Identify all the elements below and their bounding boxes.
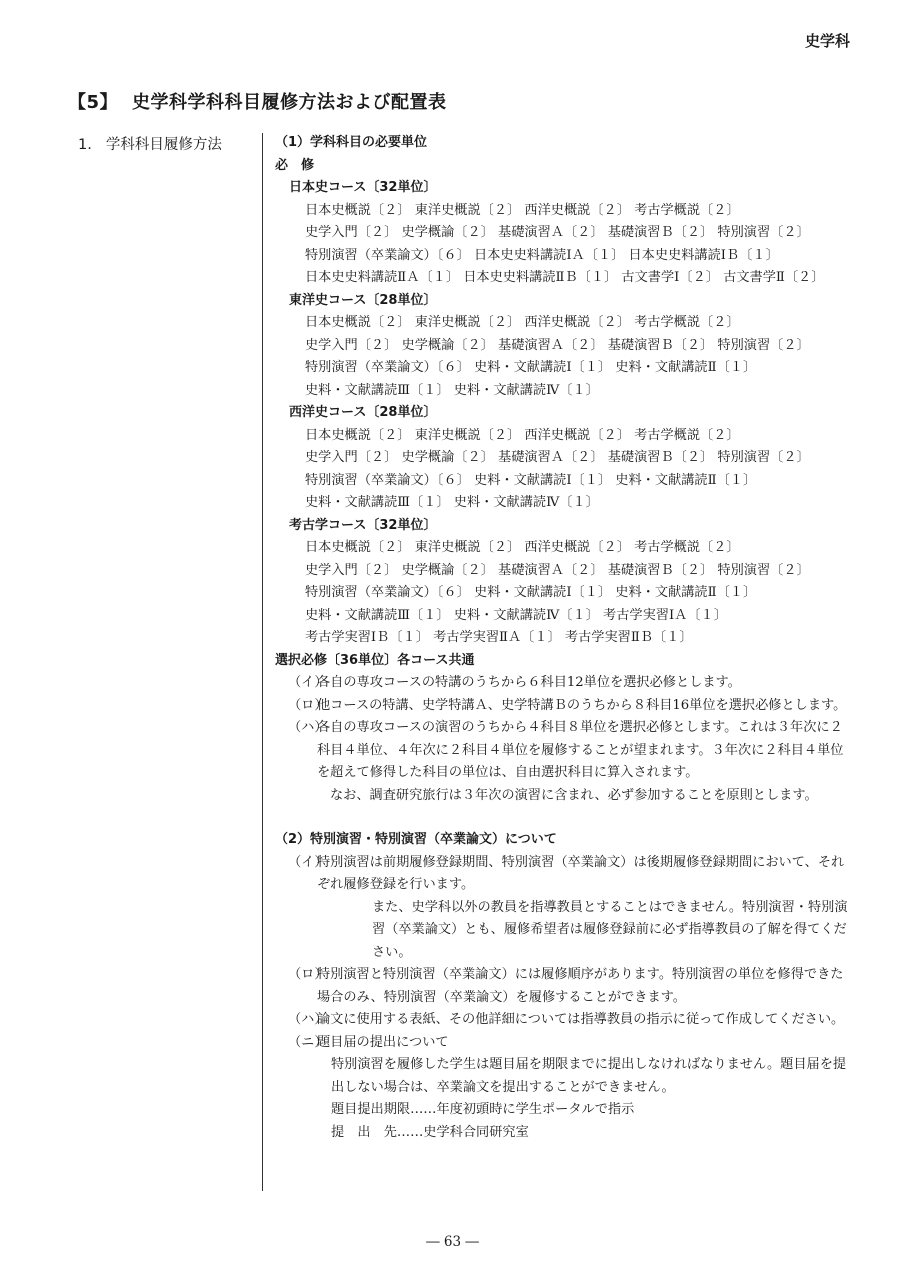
item-main-text: 題目届の提出について: [317, 1034, 449, 1050]
section-label: [78, 133, 222, 154]
section1-heading: （1）学科科目の必要単位: [275, 135, 428, 150]
course-line: 史料・文献講読Ⅲ〔１〕 史料・文献講読Ⅳ〔１〕 考古学実習ⅠＡ〔１〕: [305, 607, 727, 623]
course-line: 史学入門〔２〕 史学概論〔２〕 基礎演習Ａ〔２〕 基礎演習Ｂ〔２〕 特別演習〔２〕: [305, 225, 810, 240]
course-line: 日本史概説〔２〕 東洋史概説〔２〕 西洋史概説〔２〕 考古学概説〔２〕: [305, 315, 740, 330]
course-line: 史学入門〔２〕 史学概論〔２〕 基礎演習Ａ〔２〕 基礎演習Ｂ〔２〕 特別演習〔２〕: [305, 562, 810, 578]
course-line: 特別演習（卒業論文）〔６〕 史料・文献講読Ⅰ〔１〕 史料・文献講読Ⅱ〔１〕: [305, 472, 757, 488]
item-text: 特別演習と特別演習（卒業論文）には履修順序があります。特別演習の単位を修得できた場合のみ、特別演習（卒業論文）を履修することができます。: [317, 967, 844, 1005]
item-mark: （ロ）: [288, 697, 328, 713]
course-block: [275, 402, 855, 515]
item-text: 他コースの特講、史学特講Ａ、史学特講Ｂのうちから８科目16単位を選択必修とします。: [317, 697, 847, 713]
item-text: [317, 852, 855, 965]
course-block: [275, 177, 855, 290]
list-item: [275, 852, 855, 965]
department-label: 史学科: [804, 32, 850, 50]
course-name: 西洋史コース〔28単位〕: [289, 405, 437, 420]
course-line: 史学入門〔２〕 史学概論〔２〕 基礎演習Ａ〔２〕 基礎演習Ｂ〔２〕 特別演習〔２〕: [305, 337, 810, 353]
item-mark: （ロ）: [288, 967, 328, 982]
course-line: 史料・文献講読Ⅲ〔１〕 史料・文献講読Ⅳ〔１〕: [305, 382, 599, 398]
course-line: 特別演習（卒業論文）〔６〕 史料・文献講読Ⅰ〔１〕 史料・文献講読Ⅱ〔１〕: [305, 585, 757, 600]
list-item: [275, 695, 855, 718]
course-line: 考古学実習ⅠＢ〔１〕 考古学実習ⅡＡ〔１〕 考古学実習ⅡＢ〔１〕: [305, 630, 693, 645]
course-line: 特別演習（卒業論文）〔６〕 史料・文献講読Ⅰ〔１〕 史料・文献講読Ⅱ〔１〕: [305, 360, 757, 375]
item-mark: （ハ）: [288, 1012, 328, 1027]
section-label-number: 1.: [78, 137, 92, 153]
course-line: 日本史史料講読ⅡＡ〔１〕 日本史史料講読ⅡＢ〔１〕 古文書学Ⅰ〔２〕 古文書学Ⅱ〔２〕: [305, 270, 825, 285]
course-name: 考古学コース〔32単位〕: [289, 517, 437, 533]
item-mark: （イ）: [288, 675, 328, 690]
item-sub-text: 特別演習を履修した学生は題目届を期限までに提出しなければなりません。題目届を提出しない場合は、卒業論文を提出することができません。: [331, 1057, 847, 1095]
course-name: 日本史コース〔32単位〕: [289, 180, 437, 195]
section2-heading: （2）特別演習・特別演習（卒業論文）について: [275, 832, 557, 847]
destination-detail: 提 出 先……史学科合同研究室: [331, 1124, 529, 1140]
title-number: 【5】: [68, 92, 119, 113]
elective-note: なお、調査研究旅行は３年次の演習に含まれ、必ず参加することを原則とします。: [330, 787, 818, 803]
list-item: [275, 672, 855, 695]
course-line: 日本史概説〔２〕 東洋史概説〔２〕 西洋史概説〔２〕 考古学概説〔２〕: [305, 540, 740, 555]
list-item: [275, 1032, 855, 1145]
list-item: [275, 717, 855, 785]
item-mark: （イ）: [288, 854, 328, 870]
title-text: 史学科学科科目履修方法および配置表: [132, 92, 447, 113]
course-name: 東洋史コース〔28単位〕: [289, 292, 437, 308]
item-text: 各自の専攻コースの演習のうちから４科目８単位を選択必修とします。これは３年次に２科目４単位、４年次に２科目４単位を履修することが望まれます。３年次に２科目４単位を超えて修得した科目の単位は、自由選択科目に算入されます。: [317, 720, 844, 780]
item-text: 論文に使用する表紙、その他詳細については指導教員の指示に従って作成してください。: [317, 1012, 845, 1027]
deadline-detail: 題目提出期限……年度初頭時に学生ポータルで指示: [331, 1102, 635, 1117]
course-line: 日本史概説〔２〕 東洋史概説〔２〕 西洋史概説〔２〕 考古学概説〔２〕: [305, 202, 740, 218]
item-mark: （ニ）: [288, 1034, 328, 1050]
item-sub-text: また、史学科以外の教員を指導教員とすることはできません。特別演習・特別演習（卒業論文）とも、履修希望者は履修登録前に必ず指導教員の了解を得てください。: [372, 899, 848, 960]
main-content: [275, 132, 855, 1144]
item-text: [317, 1032, 855, 1145]
item-text: 各自の専攻コースの特講のうちから６科目12単位を選択必修とします。: [317, 675, 741, 690]
page-number: ― 63 ―: [426, 1234, 479, 1250]
list-item: [275, 964, 855, 1009]
course-block: [275, 515, 855, 650]
course-line: 特別演習（卒業論文）〔６〕 日本史史料講読ⅠＡ〔１〕 日本史史料講読ⅠＢ〔１〕: [305, 247, 779, 263]
elective-heading: 選択必修〔36単位〕各コース共通: [275, 652, 475, 668]
list-item: [275, 1009, 855, 1032]
course-line: 日本史概説〔２〕 東洋史概説〔２〕 西洋史概説〔２〕 考古学概説〔２〕: [305, 427, 740, 443]
course-block: [275, 290, 855, 403]
course-line: 史学入門〔２〕 史学概論〔２〕 基礎演習Ａ〔２〕 基礎演習Ｂ〔２〕 特別演習〔２〕: [305, 450, 810, 465]
page-title: [68, 88, 447, 114]
item-mark: （ハ）: [288, 720, 328, 735]
divider-line: [262, 133, 263, 1191]
item-main-text: 特別演習は前期履修登録期間、特別演習（卒業論文）は後期履修登録期間において、それぞれ履修登録を行います。: [317, 854, 845, 892]
required-label: 必 修: [275, 157, 315, 173]
course-line: 史料・文献講読Ⅲ〔１〕 史料・文献講読Ⅳ〔１〕: [305, 495, 599, 510]
section-label-text: 学科科目履修方法: [105, 137, 222, 153]
